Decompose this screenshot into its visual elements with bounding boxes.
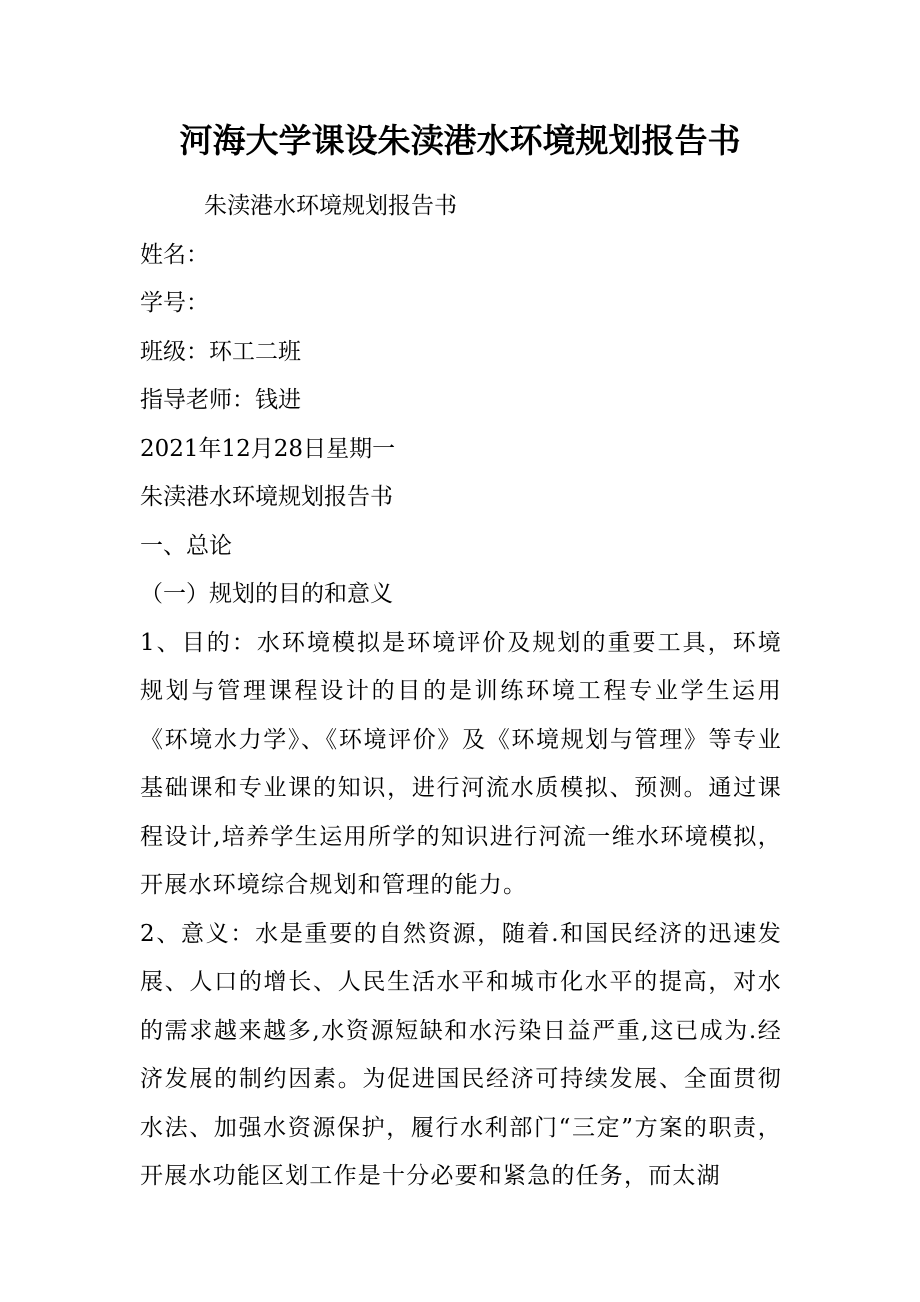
report-subtitle: 朱渎港水环境规划报告书 — [204, 193, 457, 219]
class-field: 班级：环工二班 — [140, 338, 301, 365]
paragraph-significance: 2、意义：水是重要的自然资源，随着.和国民经济的迅速发展、人口的增长、人民生活水平和城市化水平的提高，对水的需求越来越多,水资源短缺和水污染日益严重,这已成为.经济发展的制约因素。为促进国民经济可持续发展、全面贯彻水法、加强水资源保护，履行水利部门“三定”方案的职责，开展水功能区划工作是十分必要和紧急的任务，而太湖 — [140, 920, 782, 1189]
body-heading: 朱渎港水环境规划报告书 — [140, 484, 393, 510]
date-field: 2021年12月28日星期一 — [140, 435, 396, 462]
name-field: 姓名： — [140, 241, 209, 268]
advisor-field: 指导老师：钱进 — [140, 387, 301, 413]
document-body — [140, 182, 782, 1201]
subsection-heading: （一）规划的目的和意义 — [140, 581, 393, 607]
student-id-field: 学号： — [140, 290, 209, 316]
paragraph-purpose: 1、目的：水环境模拟是环境评价及规划的重要工具，环境规划与管理课程设计的目的是训练环境工程专业学生运用《环境水力学》、《环境评价》及《环境规划与管理》等专业基础课和专业课的知识，进行河流水质模拟、预测。通过课程设计,培养学生运用所学的知识进行河流一维水环境模拟，开展水环境综合规划和管理的能力。 — [140, 629, 782, 898]
document-title: 河海大学课设朱渎港水环境规划报告书 — [179, 121, 741, 160]
section-heading: 一、总论 — [140, 532, 232, 559]
